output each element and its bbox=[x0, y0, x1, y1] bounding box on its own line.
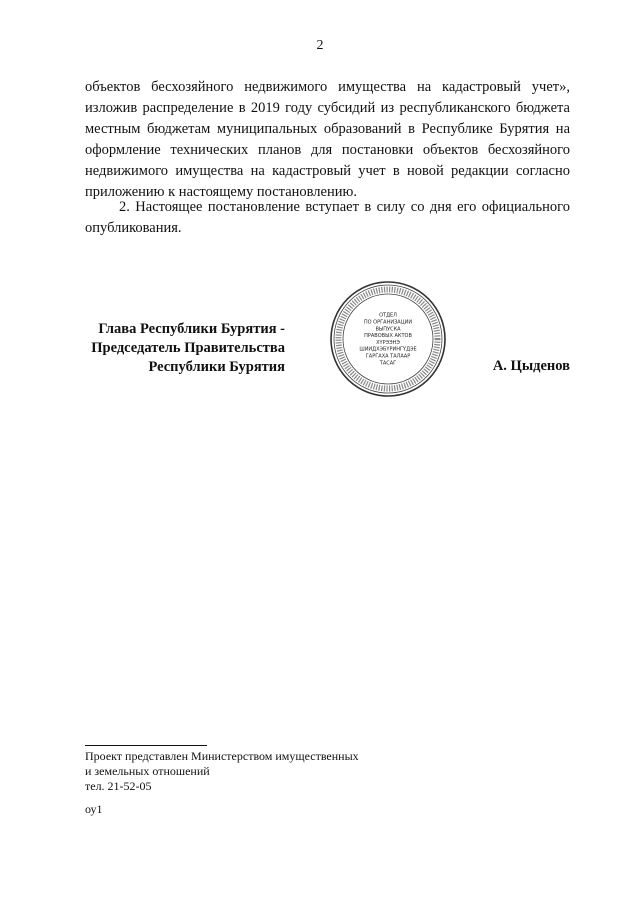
seal-text-line: ПРАВОВЫХ АКТОВ bbox=[364, 333, 412, 340]
footnote bbox=[85, 749, 359, 794]
seal-text-line: ВЫПУСКА bbox=[375, 326, 401, 333]
page-number: 2 bbox=[316, 38, 324, 53]
signatory-title-line-2: Председатель Правительства bbox=[91, 340, 285, 356]
paragraph-1: объектов бесхозяйного недвижимого имущества на кадастровый учет», изложив распределение в 2019 году субсидий из республиканского бюджета местным бюджетам муниципальных образований в Республике Бурятия на оформление технических планов для постановки объектов бесхозяйного недвижимого имущества на кадастровый учет в новой редакции согласно приложению к настоящему постановлению. bbox=[85, 79, 570, 200]
footnote-line-1: Проект представлен Министерством имущественных bbox=[85, 749, 359, 763]
document-code: оу1 bbox=[85, 802, 103, 816]
seal-text-line: ХҮРЭЭНЭ bbox=[376, 339, 400, 346]
signatory-name: А. Цыденов bbox=[492, 358, 570, 374]
seal-text-line: ГАРГАХА ТАЛААР bbox=[365, 353, 411, 360]
footnote-line-2: и земельных отношений bbox=[85, 764, 210, 778]
seal-text-line: ШИИДХЭБҮРИНГҮДЭЕ bbox=[359, 346, 417, 353]
paragraph-2: 2. Настоящее постановление вступает в силу со дня его официального опубликования. bbox=[85, 199, 570, 236]
signatory-title bbox=[85, 320, 285, 377]
seal-text-line: ТАСАГ bbox=[379, 360, 397, 367]
official-seal bbox=[329, 280, 447, 398]
footnote-phone: тел. 21-52-05 bbox=[85, 779, 152, 793]
footnote-divider bbox=[85, 745, 207, 746]
signatory-title-line-3: Республики Бурятия bbox=[148, 359, 285, 375]
seal-text-line: ПО ОРГАНИЗАЦИИ bbox=[363, 319, 413, 326]
seal-text-line: ОТДЕЛ bbox=[379, 312, 397, 319]
signatory-title-line-1: Глава Республики Бурятия - bbox=[98, 321, 285, 337]
